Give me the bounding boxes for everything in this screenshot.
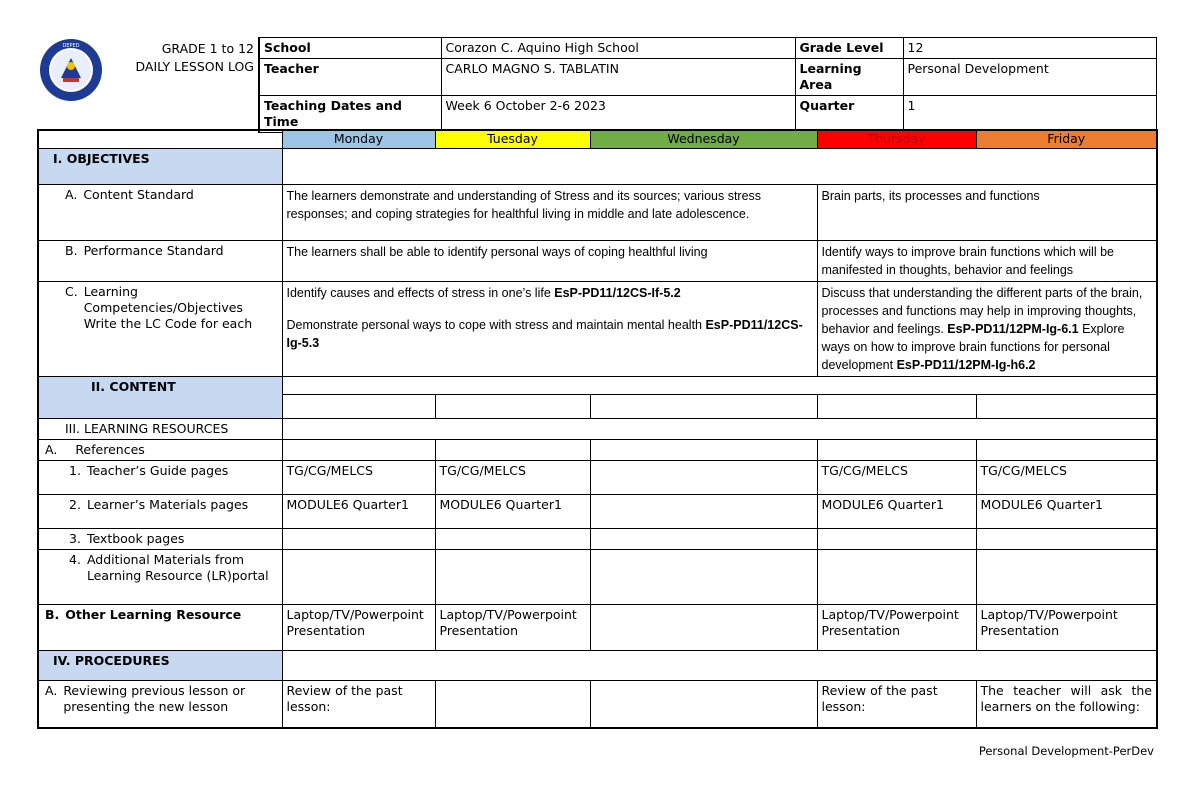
lm-wed — [590, 495, 817, 529]
grade-level-value: 12 — [903, 38, 1156, 59]
tg-pages-text: Teacher’s Guide pages — [86, 463, 229, 478]
content-wed — [590, 395, 817, 419]
other-wed — [590, 605, 817, 651]
teacher-value: CARLO MAGNO S. TABLATIN — [441, 59, 795, 96]
comp-right-2-code: EsP-PD11/12PM-Ig-h6.2 — [896, 358, 1036, 372]
textbook-pages-label — [38, 529, 282, 550]
tg-mon: TG/CG/MELCS — [282, 461, 435, 495]
grade-range: GRADE 1 to 12 — [161, 40, 254, 56]
content-standard-letter: A. — [65, 187, 78, 202]
review-wed — [590, 681, 817, 728]
content-heading: II. CONTENT — [38, 377, 282, 419]
comp-right-2-text: Explore ways on how to improve brain functions for personal development — [821, 322, 1125, 372]
day-monday: Monday — [282, 130, 435, 149]
review-tue — [435, 681, 590, 728]
resources-heading: III. LEARNING RESOURCES — [38, 419, 282, 440]
content-standard-left: The learners demonstrate and understanding of Stress and its sources; various stress responses; and coping strategies for healthful living in middle and late adolescence. — [282, 185, 817, 241]
lesson-table — [37, 129, 1158, 729]
day-thursday: Thursday — [817, 130, 976, 149]
lm-tue: MODULE6 Quarter1 — [435, 495, 590, 529]
comp-left-1-code: EsP-PD11/12CS-If-5.2 — [554, 286, 681, 300]
review-mon: Review of the past lesson: — [282, 681, 435, 728]
lm-fri: MODULE6 Quarter1 — [976, 495, 1157, 529]
competencies-text: Learning Competencies/Objectives — [83, 284, 243, 315]
corner-cell — [38, 130, 282, 149]
am-wed — [590, 550, 817, 605]
other-mon: Laptop/TV/Powerpoint Presentation — [282, 605, 435, 651]
additional-materials-label — [38, 550, 282, 605]
references-letter: A. — [45, 442, 58, 457]
procedures-empty — [282, 651, 1157, 681]
tg-wed — [590, 461, 817, 495]
am-thu — [817, 550, 976, 605]
tg-fri: TG/CG/MELCS — [976, 461, 1157, 495]
other-thu: Laptop/TV/Powerpoint Presentation — [817, 605, 976, 651]
comp-right-1-text: Discuss that understanding the different parts of the brain, processes and functions may help in improving thoughts, behavior and feelings. — [821, 286, 1143, 336]
comp-right-1-code: EsP-PD11/12PM-Ig-6.1 — [947, 322, 1079, 336]
lm-pages-label — [38, 495, 282, 529]
ref-wed — [590, 440, 817, 461]
competencies-letter: C. — [65, 284, 78, 299]
objectives-heading: I. OBJECTIVES — [38, 149, 282, 185]
other-tue: Laptop/TV/Powerpoint Presentation — [435, 605, 590, 651]
tg-tue: TG/CG/MELCS — [435, 461, 590, 495]
content-empty-top — [282, 377, 1157, 395]
tg-pages-num: 1. — [69, 463, 81, 478]
lm-thu: MODULE6 Quarter1 — [817, 495, 976, 529]
review-lesson-text: Reviewing previous lesson or presenting the new lesson — [63, 683, 246, 714]
textbook-pages-text: Textbook pages — [86, 531, 185, 546]
seal-cell — [37, 38, 107, 133]
additional-materials-text: Additional Materials from Learning Resource (LR)portal — [86, 552, 269, 583]
header-table — [37, 37, 1157, 133]
day-wednesday: Wednesday — [590, 130, 817, 149]
performance-standard-text: Performance Standard — [83, 243, 224, 258]
am-fri — [976, 550, 1157, 605]
tg-pages-label — [38, 461, 282, 495]
performance-standard-left: The learners shall be able to identify personal ways of coping healthful living — [282, 241, 817, 282]
grade-block — [107, 38, 259, 133]
review-thu: Review of the past lesson: — [817, 681, 976, 728]
content-standard-label — [38, 185, 282, 241]
additional-materials-num: 4. — [69, 552, 81, 567]
competencies-right — [817, 282, 1157, 377]
review-lesson-letter: A. — [45, 683, 58, 698]
resources-empty — [282, 419, 1157, 440]
learning-area-label: Learning Area — [795, 59, 903, 96]
grade-level-label: Grade Level — [795, 38, 903, 59]
quarter-value: 1 — [903, 96, 1156, 133]
content-fri — [976, 395, 1157, 419]
ref-fri — [976, 440, 1157, 461]
tb-wed — [590, 529, 817, 550]
content-thu — [817, 395, 976, 419]
references-text: References — [75, 442, 145, 457]
svg-text:DEPED: DEPED — [62, 42, 80, 49]
competencies-label — [38, 282, 282, 377]
comp-left-2-text: Demonstrate personal ways to cope with stress and maintain mental health — [286, 318, 706, 332]
page-footer: Personal Development-PerDev — [978, 744, 1154, 758]
review-lesson-label — [38, 681, 282, 728]
other-resource-label — [38, 605, 282, 651]
teacher-label: Teacher — [259, 59, 441, 96]
other-resource-text: Other Learning Resource — [65, 607, 242, 622]
competencies-note: Write the LC Code for each — [83, 316, 253, 331]
tb-fri — [976, 529, 1157, 550]
comp-left-1-text: Identify causes and effects of stress in one’s life — [286, 286, 555, 300]
content-mon — [282, 395, 435, 419]
dates-value: Week 6 October 2-6 2023 — [441, 96, 795, 133]
ref-tue — [435, 440, 590, 461]
ref-mon — [282, 440, 435, 461]
textbook-pages-num: 3. — [69, 531, 81, 546]
am-mon — [282, 550, 435, 605]
review-fri: The teacher will ask the learners on the following: — [976, 681, 1157, 728]
performance-standard-label — [38, 241, 282, 282]
school-value: Corazon C. Aquino High School — [441, 38, 795, 59]
performance-standard-letter: B. — [65, 243, 78, 258]
tb-mon — [282, 529, 435, 550]
tb-thu — [817, 529, 976, 550]
other-resource-letter: B. — [45, 607, 60, 622]
day-friday: Friday — [976, 130, 1157, 149]
references-label — [38, 440, 282, 461]
ref-thu — [817, 440, 976, 461]
school-label: School — [259, 38, 441, 59]
lm-pages-num: 2. — [69, 497, 81, 512]
other-fri: Laptop/TV/Powerpoint Presentation — [976, 605, 1157, 651]
dates-label: Teaching Dates and Time — [259, 96, 441, 133]
content-standard-right: Brain parts, its processes and functions — [817, 185, 1157, 241]
lm-pages-text: Learner’s Materials pages — [86, 497, 249, 512]
log-title: DAILY LESSON LOG — [135, 58, 254, 74]
tg-thu: TG/CG/MELCS — [817, 461, 976, 495]
lm-mon: MODULE6 Quarter1 — [282, 495, 435, 529]
learning-area-value: Personal Development — [903, 59, 1156, 96]
day-tuesday: Tuesday — [435, 130, 590, 149]
comp-left-2-code: EsP-PD11/12CS-Ig-5.3 — [286, 318, 803, 350]
tb-tue — [435, 529, 590, 550]
deped-seal-icon — [39, 38, 103, 102]
content-standard-text: Content Standard — [83, 187, 194, 202]
am-tue — [435, 550, 590, 605]
objectives-empty — [282, 149, 1157, 185]
quarter-label: Quarter — [795, 96, 903, 133]
competencies-left — [282, 282, 817, 377]
content-tue — [435, 395, 590, 419]
procedures-heading: IV. PROCEDURES — [38, 651, 282, 681]
performance-standard-right: Identify ways to improve brain functions which will be manifested in thoughts, behavior and feelings — [817, 241, 1157, 282]
